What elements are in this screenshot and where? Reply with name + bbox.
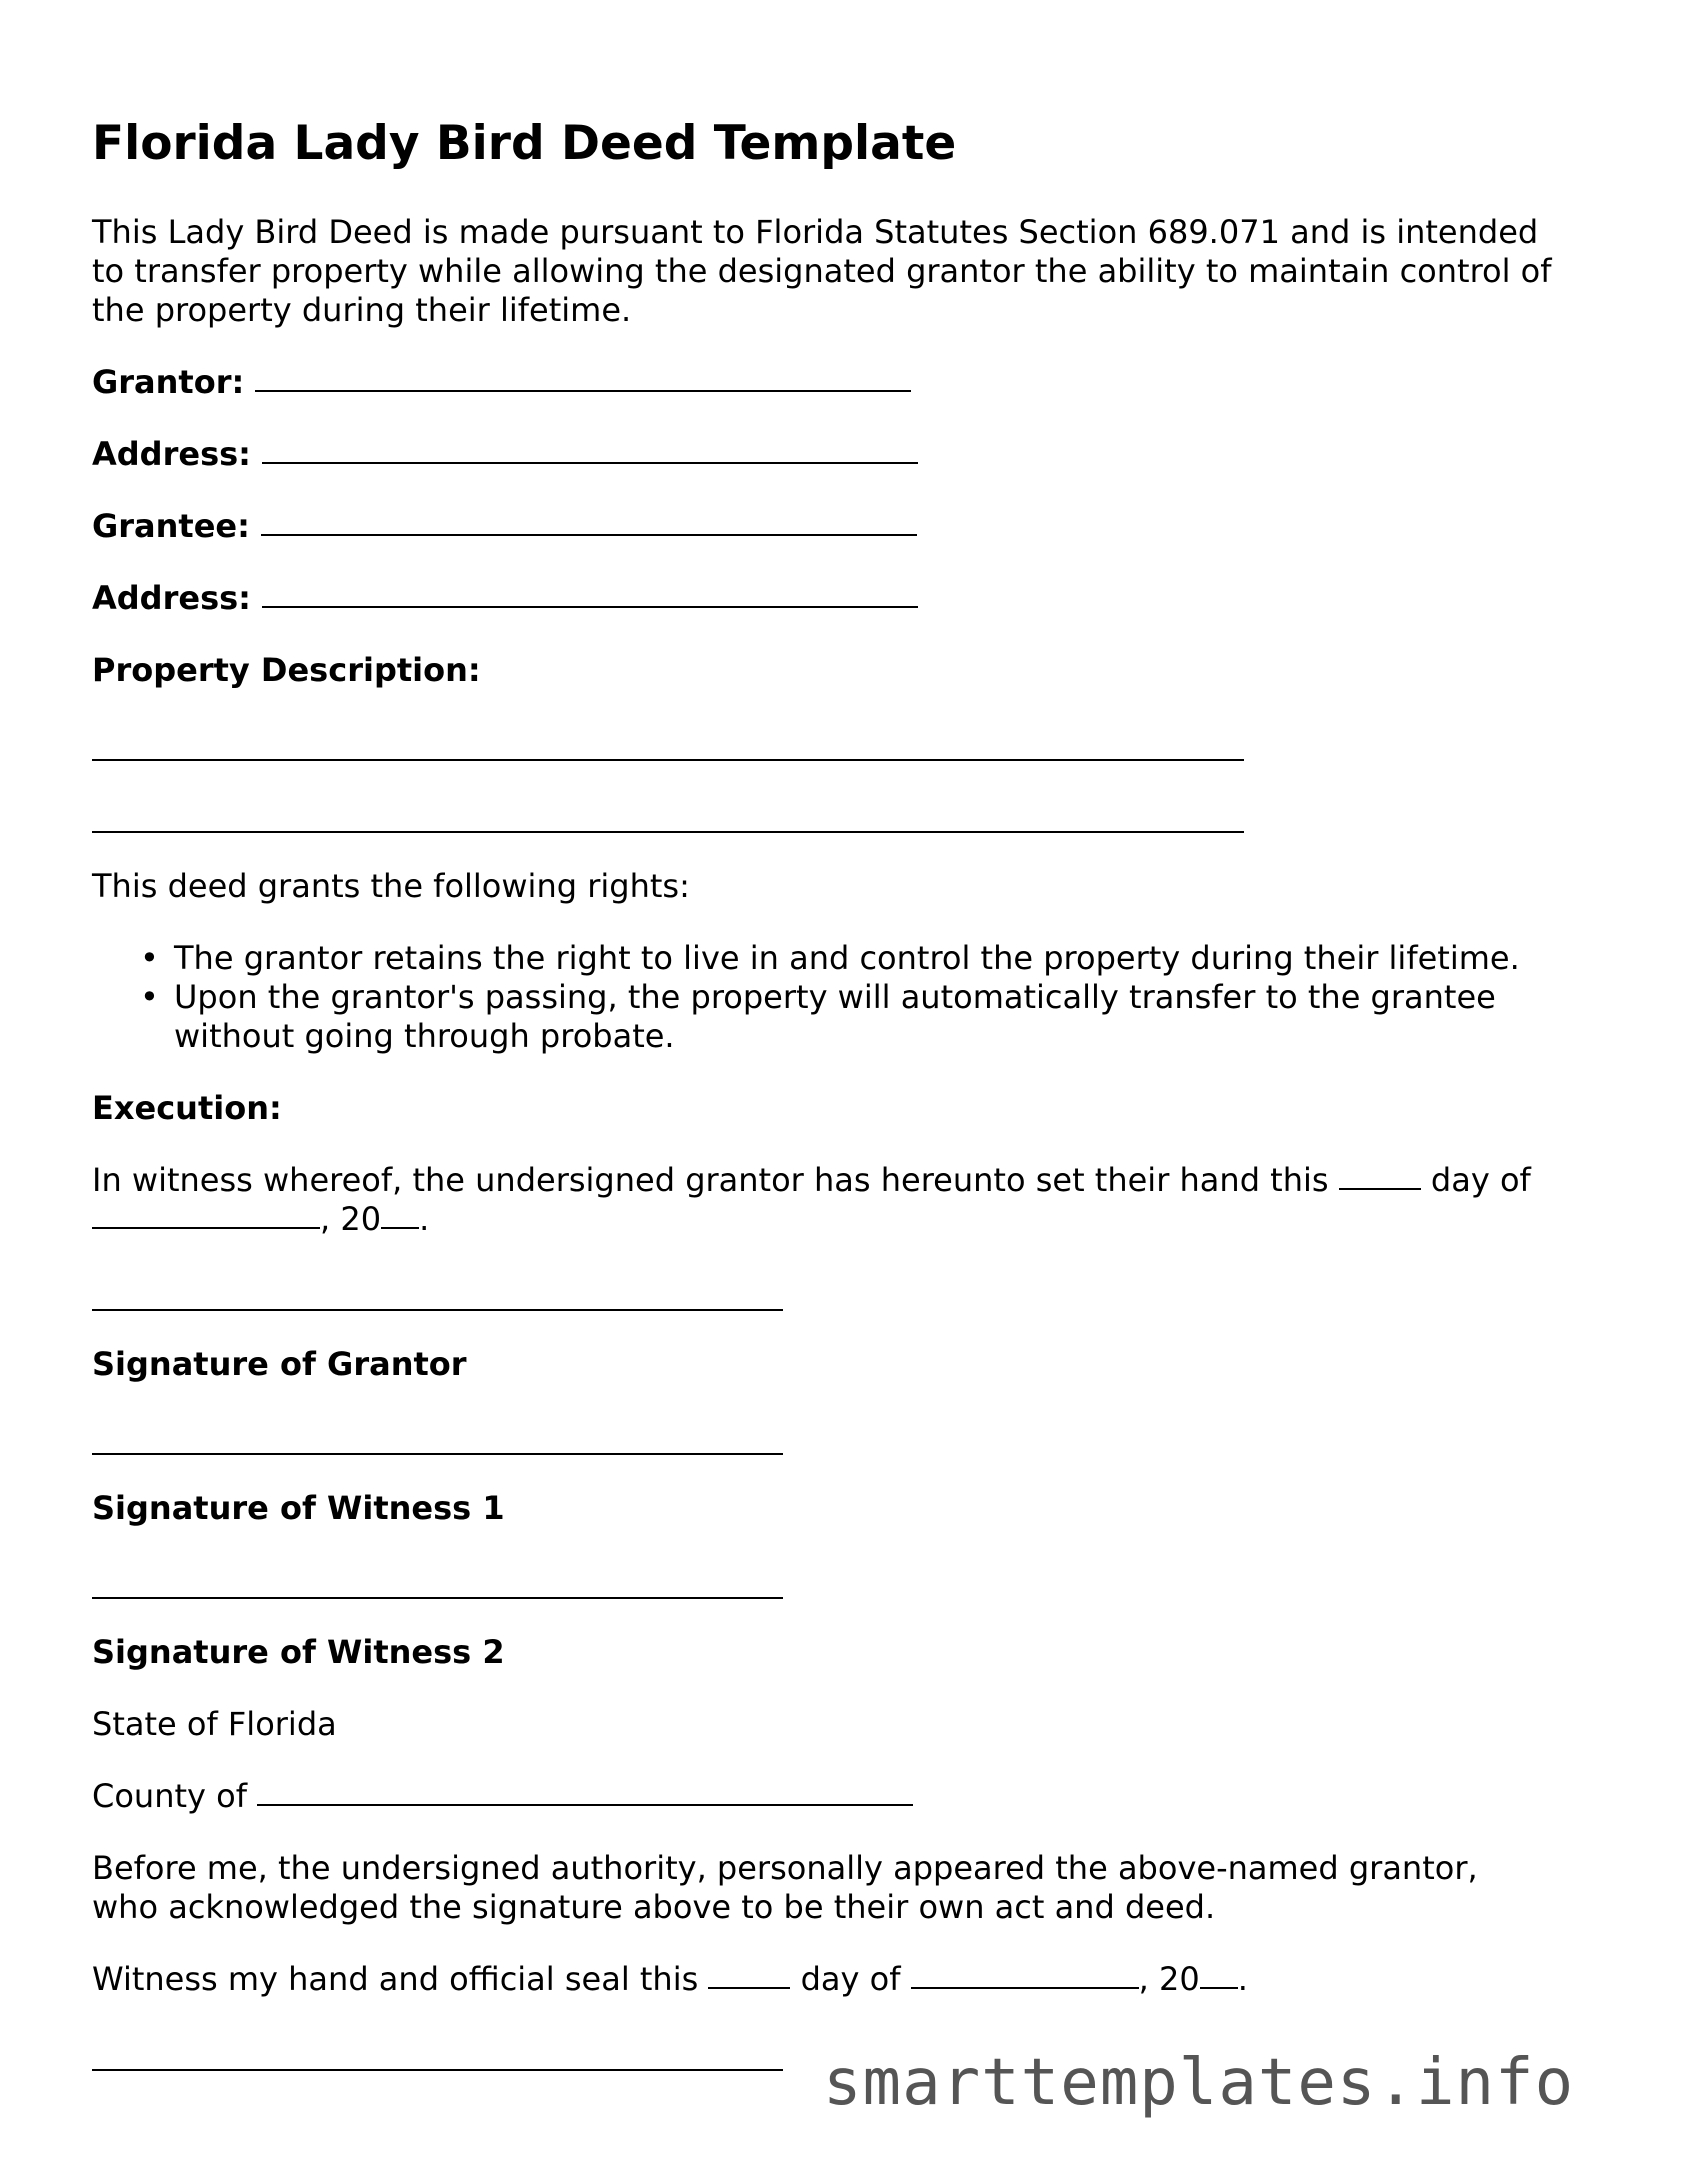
- property-description-line-2[interactable]: [92, 831, 1244, 833]
- witness-day-blank[interactable]: [1339, 1188, 1421, 1190]
- grantor-address-field: [92, 435, 918, 474]
- witness-statement-line-1: In witness whereof, the undersigned grantor has hereunto set their hand this day of: [92, 1161, 1531, 1199]
- right-text: Upon the grantor's passing, the property will automatically transfer to the grantee: [174, 978, 1496, 1016]
- intro-line-2: to transfer property while allowing the designated grantor the ability to maintain control of: [92, 252, 1552, 290]
- grantor-signature-line[interactable]: [92, 1309, 783, 1311]
- grantee-address-field: [92, 579, 918, 618]
- bullet-icon: •: [140, 978, 159, 1016]
- acknowledgment-line-1: Before me, the undersigned authority, personally appeared the above-named grantor,: [92, 1849, 1478, 1887]
- witness-year-blank[interactable]: [381, 1227, 419, 1229]
- execution-heading: Execution:: [92, 1089, 282, 1127]
- seal-day-blank[interactable]: [708, 1987, 790, 1989]
- list-item: [92, 978, 1520, 1056]
- rights-intro: This deed grants the following rights:: [92, 867, 690, 905]
- bullet-icon: •: [140, 939, 159, 977]
- grantor-address-label: Address:: [92, 435, 251, 473]
- intro-line-1: This Lady Bird Deed is made pursuant to Florida Statutes Section 689.071 and is intended: [92, 213, 1539, 251]
- witness1-signature-line[interactable]: [92, 1453, 783, 1455]
- acknowledgment-line-2: who acknowledged the signature above to be their own act and deed.: [92, 1888, 1216, 1926]
- grantee-field: [92, 507, 917, 546]
- property-description-label: Property Description:: [92, 651, 481, 689]
- grantor-address-blank[interactable]: [262, 462, 918, 464]
- grantee-label: Grantee:: [92, 507, 250, 545]
- notary-signature-line[interactable]: [92, 2069, 783, 2071]
- watermark: smarttemplates.info: [823, 2046, 1575, 2120]
- seal-statement: Witness my hand and official seal this day of , 20 .: [92, 1960, 1248, 1998]
- witness-statement-line-2: , 20 .: [92, 1200, 429, 1239]
- grantor-blank[interactable]: [255, 390, 911, 392]
- county-blank[interactable]: [257, 1804, 913, 1806]
- seal-month-blank[interactable]: [911, 1987, 1139, 1989]
- county-field: [92, 1777, 913, 1816]
- county-label: County of: [92, 1777, 247, 1815]
- property-description-line-1[interactable]: [92, 759, 1244, 761]
- grantor-field: [92, 363, 911, 402]
- right-text: The grantor retains the right to live in and control the property during their lifetime.: [174, 939, 1520, 977]
- grantee-blank[interactable]: [261, 534, 917, 536]
- witness2-signature-label: Signature of Witness 2: [92, 1633, 505, 1671]
- right-text-continued: without going through probate.: [174, 1017, 675, 1055]
- witness-month-blank[interactable]: [92, 1227, 320, 1229]
- seal-year-blank[interactable]: [1200, 1987, 1238, 1989]
- grantor-signature-label: Signature of Grantor: [92, 1345, 467, 1383]
- document-title: Florida Lady Bird Deed Template: [92, 116, 957, 171]
- rights-list: [92, 939, 1520, 1056]
- list-item: [92, 939, 1520, 978]
- grantor-label: Grantor:: [92, 363, 245, 401]
- intro-line-3: the property during their lifetime.: [92, 291, 632, 329]
- witness1-signature-label: Signature of Witness 1: [92, 1489, 505, 1527]
- notary-state: State of Florida: [92, 1705, 337, 1743]
- witness2-signature-line[interactable]: [92, 1597, 783, 1599]
- grantee-address-label: Address:: [92, 579, 251, 617]
- grantee-address-blank[interactable]: [262, 606, 918, 608]
